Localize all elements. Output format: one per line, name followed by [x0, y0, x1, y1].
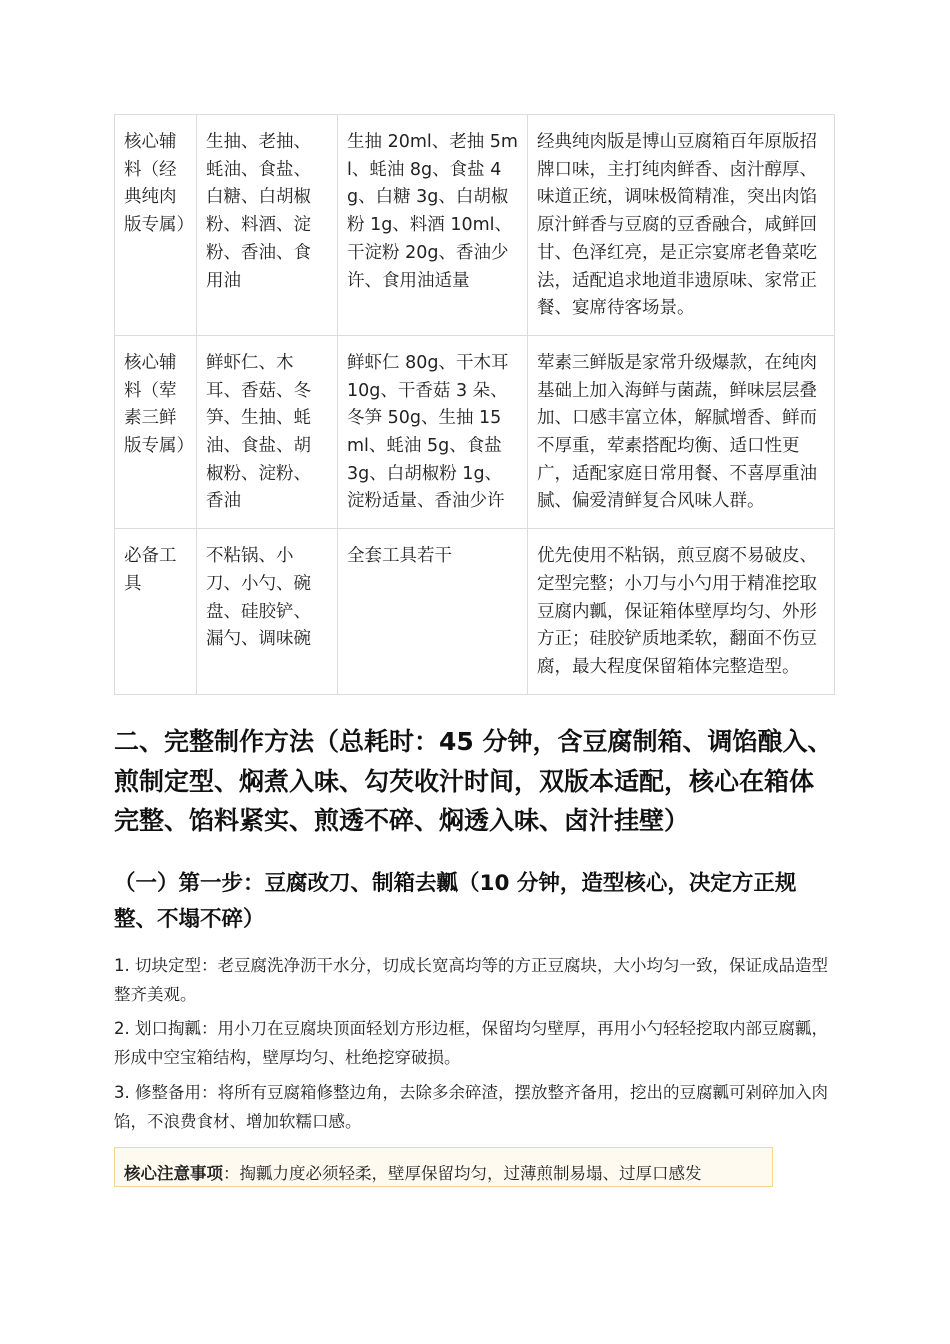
ingredients-table: [114, 114, 835, 695]
table-cell: 生抽、老抽、蚝油、食盐、白糖、白胡椒粉、料酒、淀粉、香油、食用油: [197, 115, 338, 336]
table-cell: 必备工具: [115, 529, 197, 695]
section-heading: 二、完整制作方法（总耗时：45 分钟，含豆腐制箱、调馅酿入、煎制定型、焖煮入味、勾芡收汁时间，双版本适配，核心在箱体完整、馅料紧实、煎透不碎、焖透入味、卤汁挂壁）: [114, 727, 833, 835]
table-cell: 荤素三鲜版是家常升级爆款，在纯肉基础上加入海鲜与菌蔬，鲜味层层叠加、口感丰富立体，解腻增香、鲜而不厚重，荤素搭配均衡、适口性更广，适配家庭日常用餐、不喜厚重油腻、偏爱清鲜复合风味人群。: [528, 335, 835, 528]
table-cell: 核心辅料（荤素三鲜版专属）: [115, 335, 197, 528]
table-cell: 不粘锅、小刀、小勺、碗盘、硅胶铲、漏勺、调味碗: [197, 529, 338, 695]
table-row: [115, 115, 835, 336]
note-box: [114, 1147, 773, 1187]
table-row: [115, 335, 835, 528]
note-text: ：掏瓤力度必须轻柔，壁厚保留均匀，过薄煎制易塌、过厚口感发: [223, 1164, 702, 1183]
step-heading: （一）第一步：豆腐改刀、制箱去瓤（10 分钟，造型核心，决定方正规整、不塌不碎）: [114, 871, 797, 932]
table-cell: 鲜虾仁 80g、干木耳 10g、干香菇 3 朵、冬笋 50g、生抽 15ml、蚝油 5g、食盐 3g、白胡椒粉 1g、淀粉适量、香油少许: [338, 335, 528, 528]
table-cell: 生抽 20ml、老抽 5ml、蚝油 8g、食盐 4g、白糖 3g、白胡椒粉 1g、料酒 10ml、干淀粉 20g、香油少许、食用油适量: [338, 115, 528, 336]
table-cell: 鲜虾仁、木耳、香菇、冬笋、生抽、蚝油、食盐、胡椒粉、淀粉、香油: [197, 335, 338, 528]
table-cell: 全套工具若干: [338, 529, 528, 695]
list-item: 2. 划口掏瓤：用小刀在豆腐块顶面轻划方形边框，保留均匀壁厚，再用小勺轻轻挖取内部豆腐瓤，形成中空宝箱结构，壁厚均匀、杜绝挖穿破损。: [114, 1019, 828, 1067]
list-item: 3. 修整备用：将所有豆腐箱修整边角，去除多余碎渣，摆放整齐备用，挖出的豆腐瓤可剁碎加入肉馅，不浪费食材、增加软糯口感。: [114, 1083, 828, 1131]
table-row: [115, 529, 835, 695]
table-cell: 经典纯肉版是博山豆腐箱百年原版招牌口味，主打纯肉鲜香、卤汁醇厚、味道正统，调味极简精准，突出肉馅原汁鲜香与豆腐的豆香融合，咸鲜回甘、色泽红亮，是正宗宴席老鲁菜吃法，适配追求地道非遗原味、家常正餐、宴席待客场景。: [528, 115, 835, 336]
list-item: 1. 切块定型：老豆腐洗净沥干水分，切成长宽高均等的方正豆腐块，大小均匀一致，保证成品造型整齐美观。: [114, 956, 828, 1004]
note-label: 核心注意事项: [124, 1164, 223, 1183]
table-cell: 优先使用不粘锅，煎豆腐不易破皮、定型完整；小刀与小勺用于精准挖取豆腐内瓤，保证箱体壁厚均匀、外形方正；硅胶铲质地柔软，翻面不伤豆腐，最大程度保留箱体完整造型。: [528, 529, 835, 695]
table-cell: 核心辅料（经典纯肉版专属）: [115, 115, 197, 336]
